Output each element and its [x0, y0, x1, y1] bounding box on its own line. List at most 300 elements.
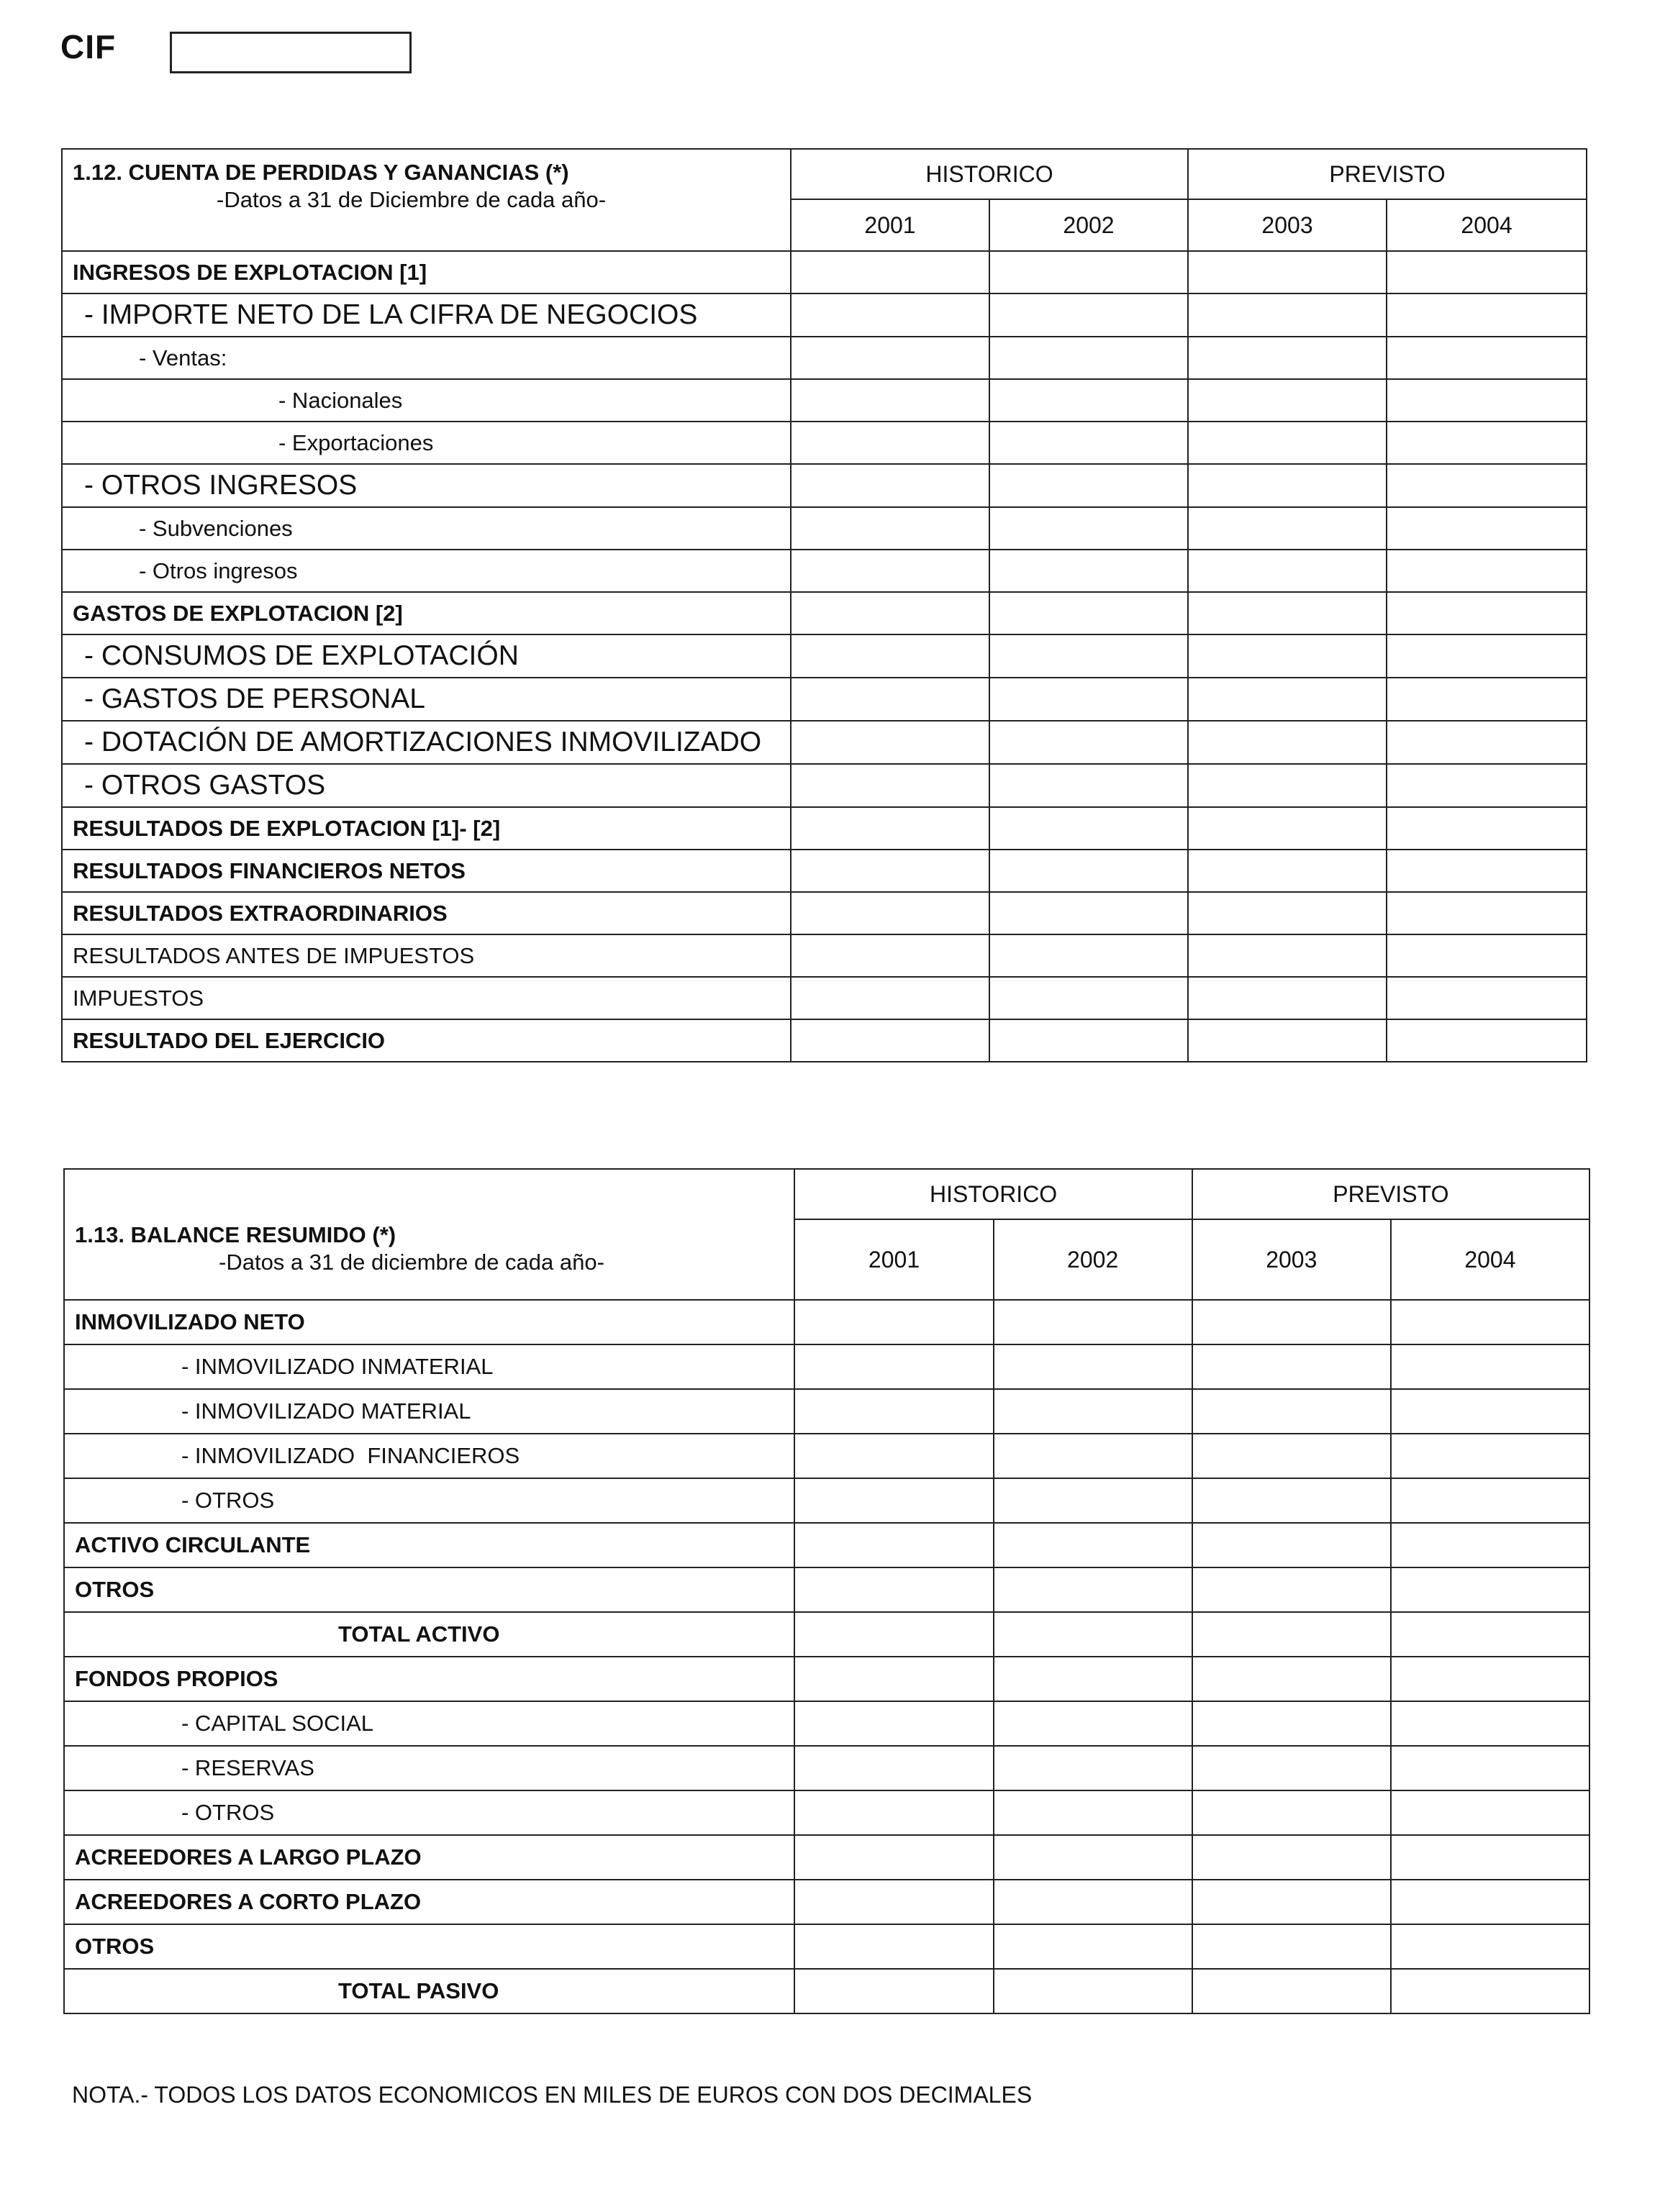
value-input[interactable]: [1387, 635, 1586, 677]
value-input[interactable]: [990, 380, 1187, 421]
value-cell[interactable]: [794, 1924, 993, 1969]
value-cell[interactable]: [1387, 678, 1587, 721]
value-input[interactable]: [795, 1479, 992, 1522]
value-input[interactable]: [1193, 1791, 1390, 1834]
value-cell[interactable]: [1387, 464, 1587, 507]
value-input[interactable]: [1189, 765, 1386, 806]
value-input[interactable]: [792, 593, 989, 634]
value-input[interactable]: [1392, 1568, 1589, 1611]
value-input[interactable]: [792, 722, 989, 763]
value-cell[interactable]: [791, 251, 989, 293]
value-input[interactable]: [1193, 1345, 1390, 1388]
row-label: - GASTOS DE PERSONAL: [62, 678, 791, 721]
value-input[interactable]: [1392, 1613, 1589, 1656]
value-cell[interactable]: [794, 1880, 993, 1924]
value-input[interactable]: [792, 380, 989, 421]
table-row: [62, 807, 1587, 850]
value-input[interactable]: [994, 1880, 1192, 1924]
value-cell[interactable]: [1391, 1434, 1589, 1478]
value-input[interactable]: [990, 337, 1187, 378]
value-input[interactable]: [795, 1970, 992, 2013]
value-cell[interactable]: [989, 977, 1188, 1019]
value-cell[interactable]: [1387, 977, 1587, 1019]
value-input[interactable]: [994, 1301, 1192, 1344]
value-cell[interactable]: [1188, 592, 1387, 634]
value-input[interactable]: [795, 1345, 992, 1388]
value-cell[interactable]: [791, 293, 989, 337]
value-cell[interactable]: [1387, 550, 1587, 592]
value-input[interactable]: [1392, 1657, 1589, 1701]
value-cell[interactable]: [791, 592, 989, 634]
value-cell[interactable]: [791, 721, 989, 764]
value-input[interactable]: [994, 1791, 1192, 1834]
value-cell[interactable]: [1188, 550, 1387, 592]
row-label: RESULTADOS FINANCIEROS NETOS: [62, 850, 791, 892]
value-input[interactable]: [990, 808, 1187, 849]
value-cell[interactable]: [989, 337, 1188, 379]
value-input[interactable]: [990, 1020, 1187, 1061]
value-cell[interactable]: [1188, 634, 1387, 678]
value-input[interactable]: [1392, 1925, 1589, 1968]
value-cell[interactable]: [994, 1924, 1192, 1969]
value-input[interactable]: [1189, 678, 1386, 720]
value-cell[interactable]: [1387, 379, 1587, 422]
value-input[interactable]: [1189, 978, 1386, 1019]
value-input[interactable]: [792, 893, 989, 934]
value-input[interactable]: [1387, 678, 1586, 720]
value-input[interactable]: [990, 294, 1187, 336]
value-input[interactable]: [994, 1434, 1192, 1478]
value-input[interactable]: [1392, 1791, 1589, 1834]
value-input[interactable]: [994, 1747, 1192, 1790]
value-cell[interactable]: [1188, 678, 1387, 721]
value-cell[interactable]: [1391, 1478, 1589, 1523]
value-cell[interactable]: [794, 1344, 993, 1389]
value-input[interactable]: [990, 593, 1187, 634]
value-input[interactable]: [795, 1791, 992, 1834]
value-cell[interactable]: [1391, 1701, 1589, 1746]
value-input[interactable]: [792, 850, 989, 891]
cif-field[interactable]: [170, 32, 412, 73]
value-input[interactable]: [1189, 722, 1386, 763]
value-cell[interactable]: [989, 592, 1188, 634]
value-cell[interactable]: [1188, 977, 1387, 1019]
value-cell[interactable]: [1391, 1835, 1589, 1880]
value-input[interactable]: [792, 678, 989, 720]
value-input[interactable]: [990, 893, 1187, 934]
value-cell[interactable]: [1387, 892, 1587, 934]
value-input[interactable]: [1392, 1836, 1589, 1879]
value-cell[interactable]: [1391, 1389, 1589, 1434]
value-input[interactable]: [990, 422, 1187, 463]
value-input[interactable]: [1189, 808, 1386, 849]
header-historico: HISTORICO: [794, 1169, 1192, 1219]
value-cell[interactable]: [1391, 1344, 1589, 1389]
value-input[interactable]: [994, 1568, 1192, 1611]
value-input[interactable]: [994, 1702, 1192, 1745]
value-cell[interactable]: [1188, 764, 1387, 807]
value-input[interactable]: [792, 337, 989, 378]
value-cell[interactable]: [994, 1701, 1192, 1746]
value-cell[interactable]: [791, 1019, 989, 1062]
value-input[interactable]: [990, 635, 1187, 677]
value-cell[interactable]: [989, 507, 1188, 550]
value-cell[interactable]: [794, 1523, 993, 1567]
value-input[interactable]: [994, 1925, 1192, 1968]
value-cell[interactable]: [989, 422, 1188, 464]
table-row: [62, 422, 1587, 464]
value-input[interactable]: [1193, 1301, 1390, 1344]
value-cell[interactable]: [791, 337, 989, 379]
value-input[interactable]: [1387, 1020, 1586, 1061]
value-input[interactable]: [1387, 765, 1586, 806]
value-input[interactable]: [1392, 1479, 1589, 1522]
value-cell[interactable]: [1192, 1478, 1391, 1523]
value-input[interactable]: [792, 252, 989, 293]
value-input[interactable]: [792, 935, 989, 976]
value-cell[interactable]: [989, 634, 1188, 678]
value-input[interactable]: [1189, 550, 1386, 591]
value-cell[interactable]: [1192, 1924, 1391, 1969]
value-input[interactable]: [792, 1020, 989, 1061]
value-cell[interactable]: [1188, 892, 1387, 934]
value-cell[interactable]: [1391, 1657, 1589, 1701]
value-cell[interactable]: [1192, 1880, 1391, 1924]
value-cell[interactable]: [1188, 807, 1387, 850]
value-cell[interactable]: [989, 807, 1188, 850]
value-input[interactable]: [1189, 635, 1386, 677]
row-label: INMOVILIZADO NETO: [64, 1300, 794, 1344]
value-input[interactable]: [1189, 593, 1386, 634]
value-cell[interactable]: [1192, 1567, 1391, 1612]
value-input[interactable]: [1193, 1613, 1390, 1656]
value-cell[interactable]: [994, 1523, 1192, 1567]
value-cell[interactable]: [794, 1389, 993, 1434]
value-input[interactable]: [795, 1568, 992, 1611]
value-input[interactable]: [795, 1301, 992, 1344]
value-input[interactable]: [990, 978, 1187, 1019]
value-input[interactable]: [1189, 893, 1386, 934]
table-subtitle: -Datos a 31 de diciembre de cada año-: [219, 1250, 604, 1275]
value-cell[interactable]: [794, 1567, 993, 1612]
value-input[interactable]: [1392, 1747, 1589, 1790]
value-cell[interactable]: [1387, 934, 1587, 977]
value-cell[interactable]: [989, 293, 1188, 337]
value-cell[interactable]: [794, 1434, 993, 1478]
value-cell[interactable]: [791, 807, 989, 850]
value-cell[interactable]: [994, 1657, 1192, 1701]
value-cell[interactable]: [1188, 850, 1387, 892]
value-cell[interactable]: [791, 850, 989, 892]
value-cell[interactable]: [1192, 1300, 1391, 1344]
value-input[interactable]: [795, 1434, 992, 1478]
value-input[interactable]: [792, 294, 989, 336]
value-cell[interactable]: [1188, 422, 1387, 464]
value-input[interactable]: [795, 1925, 992, 1968]
value-cell[interactable]: [994, 1746, 1192, 1790]
value-cell[interactable]: [989, 1019, 1188, 1062]
value-cell[interactable]: [794, 1790, 993, 1835]
value-input[interactable]: [1193, 1568, 1390, 1611]
value-cell[interactable]: [791, 934, 989, 977]
row-label: - OTROS GASTOS: [62, 764, 791, 807]
year-header: 2001: [791, 199, 989, 251]
value-cell[interactable]: [994, 1344, 1192, 1389]
value-cell[interactable]: [1192, 1835, 1391, 1880]
value-cell[interactable]: [1387, 337, 1587, 379]
value-input[interactable]: [1193, 1657, 1390, 1701]
value-input[interactable]: [1189, 1020, 1386, 1061]
value-cell[interactable]: [1192, 1612, 1391, 1657]
value-input[interactable]: [1387, 294, 1586, 336]
value-input[interactable]: [1387, 337, 1586, 378]
value-input[interactable]: [1189, 850, 1386, 891]
value-input[interactable]: [792, 550, 989, 591]
value-cell[interactable]: [1192, 1389, 1391, 1434]
value-cell[interactable]: [994, 1478, 1192, 1523]
value-input[interactable]: [795, 1524, 992, 1567]
value-input[interactable]: [1189, 422, 1386, 463]
value-input[interactable]: [792, 465, 989, 506]
value-cell[interactable]: [994, 1567, 1192, 1612]
value-cell[interactable]: [1188, 293, 1387, 337]
value-cell[interactable]: [1192, 1434, 1391, 1478]
value-cell[interactable]: [989, 721, 1188, 764]
value-input[interactable]: [792, 978, 989, 1019]
value-input[interactable]: [1392, 1702, 1589, 1745]
value-cell[interactable]: [1391, 1300, 1589, 1344]
value-cell[interactable]: [1192, 1523, 1391, 1567]
value-input[interactable]: [1193, 1970, 1390, 2013]
row-label: OTROS: [64, 1567, 794, 1612]
value-cell[interactable]: [791, 550, 989, 592]
value-cell[interactable]: [1188, 721, 1387, 764]
value-cell[interactable]: [1387, 251, 1587, 293]
table-row: [62, 379, 1587, 422]
value-cell[interactable]: [794, 1300, 993, 1344]
value-input[interactable]: [1392, 1345, 1589, 1388]
table-row: [64, 1389, 1589, 1434]
value-cell[interactable]: [1391, 1924, 1589, 1969]
value-cell[interactable]: [1188, 337, 1387, 379]
value-input[interactable]: [1392, 1524, 1589, 1567]
value-input[interactable]: [1387, 808, 1586, 849]
value-cell[interactable]: [994, 1790, 1192, 1835]
value-input[interactable]: [795, 1836, 992, 1879]
value-input[interactable]: [1193, 1747, 1390, 1790]
value-input[interactable]: [795, 1657, 992, 1701]
value-cell[interactable]: [794, 1969, 993, 2013]
value-cell[interactable]: [1188, 251, 1387, 293]
value-input[interactable]: [1387, 893, 1586, 934]
value-cell[interactable]: [791, 422, 989, 464]
value-input[interactable]: [1189, 380, 1386, 421]
value-input[interactable]: [1387, 550, 1586, 591]
value-cell[interactable]: [994, 1612, 1192, 1657]
value-cell[interactable]: [1391, 1523, 1589, 1567]
value-cell[interactable]: [989, 379, 1188, 422]
value-input[interactable]: [994, 1970, 1192, 2013]
table-row: [64, 1567, 1589, 1612]
value-input[interactable]: [795, 1747, 992, 1790]
value-cell[interactable]: [994, 1969, 1192, 2013]
value-cell[interactable]: [791, 977, 989, 1019]
value-input[interactable]: [1387, 978, 1586, 1019]
year-header: 2004: [1387, 199, 1587, 251]
row-label: IMPUESTOS: [62, 977, 791, 1019]
value-input[interactable]: [994, 1479, 1192, 1522]
value-cell[interactable]: [1188, 379, 1387, 422]
value-cell[interactable]: [989, 464, 1188, 507]
value-cell[interactable]: [989, 934, 1188, 977]
value-input[interactable]: [792, 635, 989, 677]
value-cell[interactable]: [1188, 1019, 1387, 1062]
value-cell[interactable]: [794, 1478, 993, 1523]
value-cell[interactable]: [994, 1389, 1192, 1434]
value-input[interactable]: [1387, 850, 1586, 891]
value-cell[interactable]: [791, 764, 989, 807]
value-input[interactable]: [990, 465, 1187, 506]
value-input[interactable]: [1193, 1479, 1390, 1522]
value-cell[interactable]: [1387, 850, 1587, 892]
value-input[interactable]: [1387, 722, 1586, 763]
value-cell[interactable]: [994, 1880, 1192, 1924]
value-input[interactable]: [795, 1880, 992, 1924]
value-cell[interactable]: [1387, 764, 1587, 807]
table-row: [62, 550, 1587, 592]
value-cell[interactable]: [1188, 934, 1387, 977]
value-input[interactable]: [994, 1657, 1192, 1701]
value-cell[interactable]: [794, 1746, 993, 1790]
value-input[interactable]: [994, 1524, 1192, 1567]
value-cell[interactable]: [791, 507, 989, 550]
value-input[interactable]: [1193, 1836, 1390, 1879]
value-cell[interactable]: [1188, 507, 1387, 550]
value-input[interactable]: [792, 765, 989, 806]
value-input[interactable]: [792, 422, 989, 463]
value-input[interactable]: [990, 722, 1187, 763]
value-input[interactable]: [795, 1702, 992, 1745]
value-cell[interactable]: [1391, 1969, 1589, 2013]
value-cell[interactable]: [1188, 464, 1387, 507]
value-cell[interactable]: [989, 764, 1188, 807]
value-input[interactable]: [994, 1345, 1192, 1388]
table-row: [64, 1523, 1589, 1567]
value-input[interactable]: [1189, 337, 1386, 378]
value-input[interactable]: [1189, 465, 1386, 506]
value-input[interactable]: [1387, 422, 1586, 463]
value-cell[interactable]: [1387, 721, 1587, 764]
value-input[interactable]: [1392, 1970, 1589, 2013]
value-cell[interactable]: [1192, 1790, 1391, 1835]
value-input[interactable]: [792, 508, 989, 549]
value-input[interactable]: [1387, 935, 1586, 976]
value-input[interactable]: [1387, 593, 1586, 634]
value-cell[interactable]: [1192, 1657, 1391, 1701]
value-cell[interactable]: [1387, 807, 1587, 850]
value-cell[interactable]: [989, 850, 1188, 892]
value-cell[interactable]: [1391, 1567, 1589, 1612]
value-input[interactable]: [1392, 1390, 1589, 1433]
value-input[interactable]: [990, 850, 1187, 891]
value-input[interactable]: [1387, 465, 1586, 506]
value-cell[interactable]: [1387, 422, 1587, 464]
value-cell[interactable]: [791, 892, 989, 934]
value-cell[interactable]: [1192, 1746, 1391, 1790]
value-cell[interactable]: [791, 464, 989, 507]
value-cell[interactable]: [1387, 634, 1587, 678]
value-input[interactable]: [990, 935, 1187, 976]
value-cell[interactable]: [1192, 1701, 1391, 1746]
value-cell[interactable]: [1391, 1880, 1589, 1924]
value-cell[interactable]: [791, 634, 989, 678]
value-input[interactable]: [1193, 1880, 1390, 1924]
value-cell[interactable]: [989, 678, 1188, 721]
value-input[interactable]: [1189, 508, 1386, 549]
value-cell[interactable]: [994, 1300, 1192, 1344]
value-cell[interactable]: [794, 1612, 993, 1657]
value-input[interactable]: [1189, 294, 1386, 336]
value-cell[interactable]: [1387, 1019, 1587, 1062]
value-cell[interactable]: [1387, 507, 1587, 550]
value-cell[interactable]: [1391, 1790, 1589, 1835]
value-input[interactable]: [994, 1613, 1192, 1656]
value-input[interactable]: [990, 508, 1187, 549]
value-input[interactable]: [990, 550, 1187, 591]
value-input[interactable]: [994, 1390, 1192, 1433]
value-cell[interactable]: [994, 1835, 1192, 1880]
value-input[interactable]: [1387, 252, 1586, 293]
value-cell[interactable]: [1192, 1344, 1391, 1389]
value-input[interactable]: [1387, 508, 1586, 549]
value-input[interactable]: [1193, 1925, 1390, 1968]
value-cell[interactable]: [1387, 293, 1587, 337]
value-input[interactable]: [792, 808, 989, 849]
value-input[interactable]: [990, 252, 1187, 293]
value-input[interactable]: [795, 1613, 992, 1656]
value-cell[interactable]: [794, 1657, 993, 1701]
value-cell[interactable]: [794, 1835, 993, 1880]
value-input[interactable]: [1193, 1434, 1390, 1478]
value-cell[interactable]: [1391, 1612, 1589, 1657]
value-cell[interactable]: [1387, 592, 1587, 634]
value-input[interactable]: [1392, 1434, 1589, 1478]
value-input[interactable]: [1193, 1702, 1390, 1745]
value-cell[interactable]: [994, 1434, 1192, 1478]
value-input[interactable]: [1193, 1390, 1390, 1433]
value-input[interactable]: [1189, 252, 1386, 293]
value-input[interactable]: [1189, 935, 1386, 976]
row-label: - CAPITAL SOCIAL: [64, 1701, 794, 1746]
value-cell[interactable]: [989, 550, 1188, 592]
value-input[interactable]: [990, 678, 1187, 720]
value-cell[interactable]: [791, 379, 989, 422]
value-input[interactable]: [795, 1390, 992, 1433]
value-input[interactable]: [1193, 1524, 1390, 1567]
value-input[interactable]: [1387, 380, 1586, 421]
value-cell[interactable]: [791, 678, 989, 721]
value-input[interactable]: [1392, 1880, 1589, 1924]
value-cell[interactable]: [794, 1701, 993, 1746]
value-cell[interactable]: [989, 892, 1188, 934]
value-cell[interactable]: [1391, 1746, 1589, 1790]
value-cell[interactable]: [989, 251, 1188, 293]
value-cell[interactable]: [1192, 1969, 1391, 2013]
value-input[interactable]: [1392, 1301, 1589, 1344]
value-input[interactable]: [990, 765, 1187, 806]
value-input[interactable]: [994, 1836, 1192, 1879]
table-row: [62, 293, 1587, 337]
